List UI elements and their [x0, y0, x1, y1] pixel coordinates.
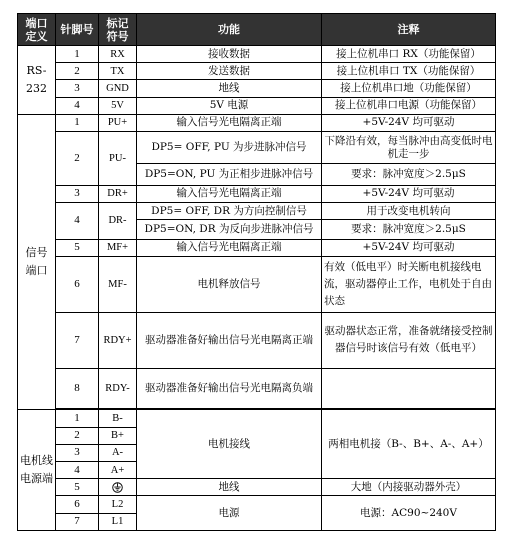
pin-cell: 3 [56, 80, 99, 97]
function-cell: 地线 [137, 80, 322, 97]
group-signal-label: 信号 端口 [25, 246, 48, 278]
note-cell: 要求：脉冲宽度＞2.5μS [322, 164, 496, 186]
function-cell: 发送数据 [137, 63, 322, 80]
table-row [18, 185, 496, 202]
table-row [18, 312, 496, 368]
table-row [18, 63, 496, 80]
pin-cell: 6 [56, 256, 99, 312]
header-row [18, 14, 496, 46]
pin-cell: 4 [56, 202, 99, 239]
symbol-cell: L1 [99, 513, 137, 530]
pin-cell: 2 [56, 132, 99, 186]
symbol-cell: DR- [99, 202, 137, 239]
pin-cell: 5 [56, 239, 99, 256]
symbol-cell: L2 [99, 496, 137, 513]
table-row [18, 256, 496, 312]
function-cell: 地线 [137, 479, 322, 496]
pin-cell: 4 [56, 97, 99, 114]
symbol-cell: PU- [99, 132, 137, 186]
table-row [18, 368, 496, 409]
pin-cell: 1 [56, 410, 99, 427]
pin-cell: 2 [56, 63, 99, 80]
pin-cell: 7 [56, 513, 99, 530]
note-cell: 下降沿有效，每当脉冲由高变低时电机走一步 [322, 132, 496, 164]
header-symbol-label: 标记 符号 [106, 16, 129, 43]
symbol-cell: RDY- [99, 368, 137, 409]
note-cell: +5V-24V 均可驱动 [322, 239, 496, 256]
symbol-cell: B- [99, 410, 137, 427]
symbol-cell: RX [99, 46, 137, 63]
table-row [18, 132, 496, 164]
symbol-cell: PU+ [99, 114, 137, 131]
function-cell: 接收数据 [137, 46, 322, 63]
group-motor [18, 410, 56, 531]
symbol-cell: DR+ [99, 185, 137, 202]
note-cell: +5V-24V 均可驱动 [322, 114, 496, 131]
symbol-cell: MF+ [99, 239, 137, 256]
note-cell [322, 368, 496, 409]
table-row [18, 46, 496, 63]
note-cell: 有效（低电平）时关断电机接线电流，驱动器停止工作，电机处于自由状态 [322, 256, 496, 312]
note-cell: 大地（内接驱动器外壳） [322, 479, 496, 496]
note-cell: 接上位机串口地（功能保留） [322, 80, 496, 97]
symbol-cell: 5V [99, 97, 137, 114]
function-cell: 输入信号光电隔离正端 [137, 239, 322, 256]
header-port-def-label: 端口 定义 [25, 16, 48, 43]
note-cell-power: 电源：AC90~240V [322, 496, 496, 531]
table-row [18, 202, 496, 219]
pin-cell: 6 [56, 496, 99, 513]
note-cell: 接上位机串口 RX（功能保留） [322, 46, 496, 63]
function-cell: 输入信号光电隔离正端 [137, 114, 322, 131]
header-note: 注释 [322, 14, 496, 46]
function-cell-power: 电源 [137, 496, 322, 531]
header-symbol [99, 14, 137, 46]
function-cell: 输入信号光电隔离正端 [137, 185, 322, 202]
header-pin: 针脚号 [56, 14, 99, 46]
symbol-cell: A+ [99, 462, 137, 479]
table-row [18, 80, 496, 97]
function-cell: 驱动器准备好输出信号光电隔离负端 [137, 368, 322, 409]
note-cell: 用于改变电机转向 [322, 202, 496, 219]
header-port-def [18, 14, 56, 46]
table-row [18, 97, 496, 114]
pin-cell: 3 [56, 185, 99, 202]
function-cell: 5V 电源 [137, 97, 322, 114]
symbol-cell: A- [99, 444, 137, 461]
group-motor-label: 电机线 电源端 [20, 454, 53, 486]
pin-cell: 2 [56, 427, 99, 444]
table-row [18, 410, 496, 427]
pin-cell: 5 [56, 479, 99, 496]
table-row [18, 114, 496, 131]
header-function: 功能 [137, 14, 322, 46]
pin-definition-table [17, 13, 496, 531]
pin-cell: 4 [56, 462, 99, 479]
table-row [18, 239, 496, 256]
table-row [18, 496, 496, 513]
group-signal [18, 114, 56, 410]
note-cell: 要求：脉冲宽度＞2.5μS [322, 220, 496, 239]
symbol-cell: RDY+ [99, 312, 137, 368]
function-cell: 驱动器准备好输出信号光电隔离正端 [137, 312, 322, 368]
function-cell: DP5=ON, PU 为正相步进脉冲信号 [137, 164, 322, 186]
pin-cell: 7 [56, 312, 99, 368]
table-row [18, 479, 496, 496]
symbol-cell: TX [99, 63, 137, 80]
pin-cell: 3 [56, 444, 99, 461]
function-cell: DP5=ON, DR 为反向步进脉冲信号 [137, 220, 322, 239]
symbol-cell: GND [99, 80, 137, 97]
function-cell: DP5= OFF, DR 为方向控制信号 [137, 202, 322, 219]
function-cell-motor: 电机接线 [137, 410, 322, 479]
symbol-cell: MF- [99, 256, 137, 312]
pin-cell: 8 [56, 368, 99, 409]
function-cell: 电机释放信号 [137, 256, 322, 312]
group-rs232: RS-232 [18, 46, 56, 115]
ground-icon [112, 482, 123, 493]
note-cell: 驱动器状态正常，准备就绪接受控制器信号时该信号有效（低电平） [322, 312, 496, 368]
symbol-cell [99, 479, 137, 496]
pin-cell: 1 [56, 46, 99, 63]
note-cell: 接上位机串口电源（功能保留） [322, 97, 496, 114]
pin-cell: 1 [56, 114, 99, 131]
note-cell: 接上位机串口 TX（功能保留） [322, 63, 496, 80]
note-cell: +5V-24V 均可驱动 [322, 185, 496, 202]
symbol-cell: B+ [99, 427, 137, 444]
function-cell: DP5= OFF, PU 为步进脉冲信号 [137, 132, 322, 164]
note-cell-motor: 两相电机接（B-、B+、A-、A+） [322, 410, 496, 479]
pin-definition-table-wrapper [17, 13, 495, 531]
